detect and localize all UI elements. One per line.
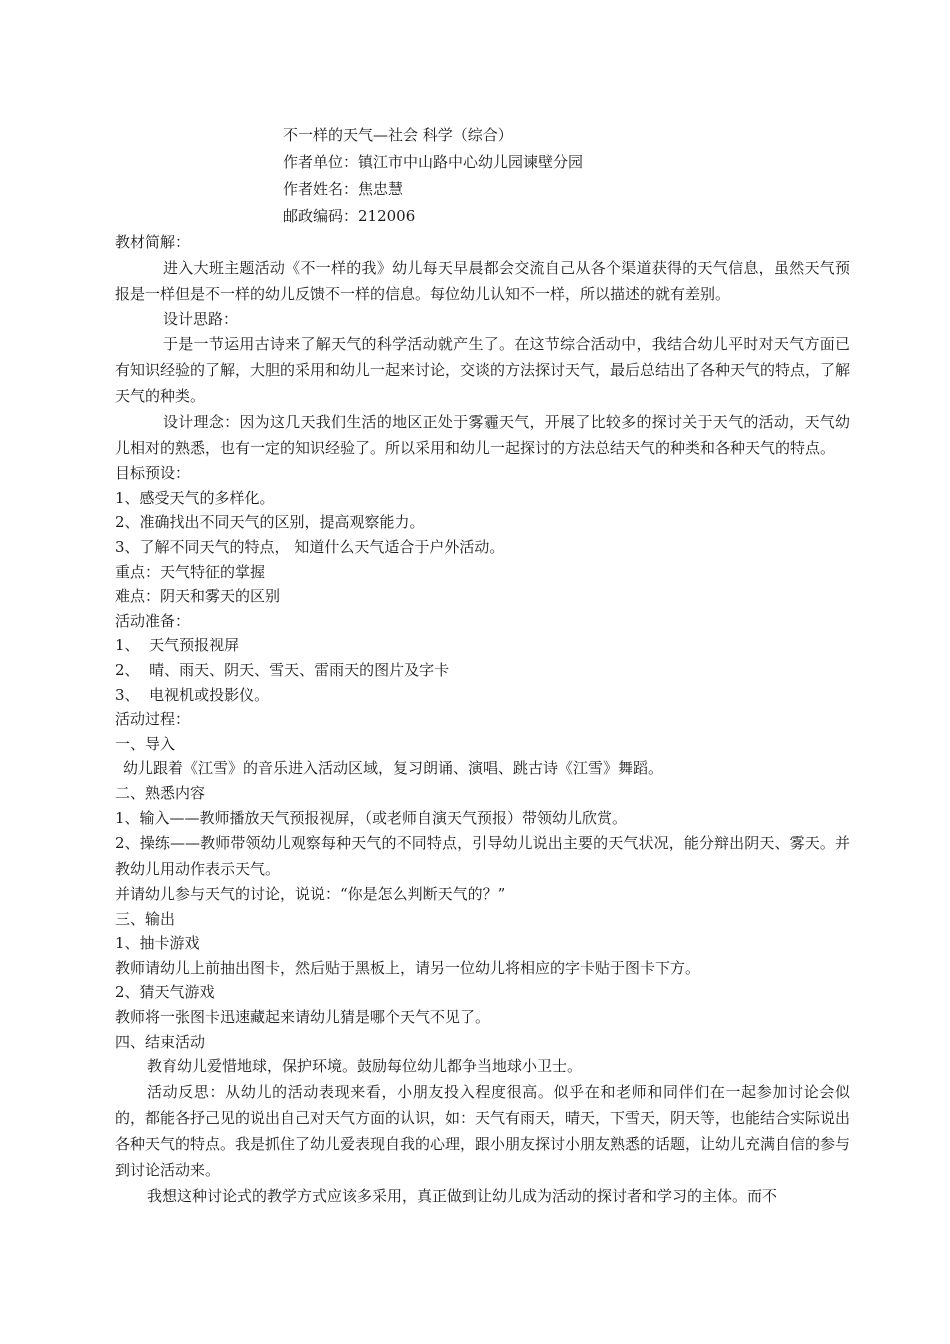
game-card-heading: 1、抽卡游戏 (115, 934, 200, 953)
concept-paragraph: 设计理念：因为这几天我们生活的地区正处于雾霾天气，开展了比较多的探讨关于天气的活动，天气幼儿相对的熟悉，也有一定的知识经验了。所以采用和幼儿一起探讨的方法总结天气的种类和各种天气的特点。 (115, 413, 850, 458)
key-point: 重点：天气特征的掌握 (115, 562, 266, 581)
familiar-item-discussion: 并请幼儿参与天气的讨论，说说：“你是怎么判断天气的？” (115, 885, 506, 904)
game-guess-heading: 2、猜天气游戏 (115, 983, 215, 1002)
document-page (115, 122, 850, 1209)
familiar-item-practice: 2、操练——教师带领幼儿观察每种天气的不同特点，引导幼儿说出主要的天气状况，能分辩出阴天、雾天。并教幼儿用动作表示天气。 (115, 834, 850, 879)
section-intro-text: 幼儿跟着《江雪》的音乐进入活动区域，复习朗诵、演唱、跳古诗《江雪》舞蹈。 (123, 759, 664, 778)
goals-heading: 目标预设： (115, 464, 191, 483)
process-heading: 活动过程： (115, 710, 191, 729)
intro-paragraph: 进入大班主题活动《不一样的我》幼儿每天早晨都会交流自己从各个渠道获得的天气信息，虽然天气预报是一样但是不一样的幼儿反馈不一样的信息。每位幼儿认知不一样，所以描述的就有差别。 (115, 258, 850, 303)
prep-item: 1、 天气预报视屏 (115, 636, 240, 655)
author-name: 作者姓名：焦忠慧 (283, 180, 404, 198)
design-heading: 设计思路： (163, 309, 239, 328)
section-end-text: 教育幼儿爱惜地球，保护环境。鼓励每位幼儿都争当地球小卫士。 (147, 1057, 583, 1076)
document-header (283, 122, 850, 230)
section-intro-heading: 一、导入 (115, 734, 176, 753)
author-unit: 作者单位：镇江市中山路中心幼儿园谏壁分园 (283, 153, 584, 171)
prep-heading: 活动准备： (115, 611, 191, 630)
prep-item: 2、 晴、雨天、阴天、雪天、雷雨天的图片及字卡 (115, 660, 450, 679)
difficulty-point: 难点：阴天和雾天的区别 (115, 587, 281, 606)
goal-item: 3、了解不同天气的特点， 知道什么天气适合于户外活动。 (115, 537, 505, 556)
postal-code: 邮政编码：212006 (283, 207, 416, 225)
section-output-heading: 三、输出 (115, 909, 176, 928)
prep-item: 3、 电视机或投影仪。 (115, 685, 270, 704)
section-familiar-heading: 二、熟悉内容 (115, 783, 206, 802)
game-guess-text: 教师将一张图卡迅速藏起来请幼儿猜是哪个天气不见了。 (115, 1008, 491, 1027)
section-end-heading: 四、结束活动 (115, 1032, 206, 1051)
reflection-paragraph: 活动反思：从幼儿的活动表现来看，小朋友投入程度很高。似乎在和老师和同伴们在一起参加讨论会似的，都能各抒己见的说出自己对天气方面的认识，如：天气有雨天，晴天，下雪天，阴天等，也能结合实际说出各种天气的特点。我是抓住了幼儿爱表现自我的心理，跟小朋友探讨小朋友熟悉的话题，让幼儿充满自信的参与到讨论活动来。 (115, 1082, 851, 1179)
game-card-text: 教师请幼儿上前抽出图卡，然后贴于黑板上，请另一位幼儿将相应的字卡贴于图卡下方。 (115, 958, 701, 977)
goal-item: 2、准确找出不同天气的区别，提高观察能力。 (115, 513, 425, 532)
closing-paragraph: 我想这种讨论式的教学方式应该多采用，真正做到让幼儿成为活动的探讨者和学习的主体。而不 (147, 1186, 778, 1205)
document-title: 不一样的天气—社会 科学（综合） (283, 126, 513, 144)
design-paragraph: 于是一节运用古诗来了解天气的科学活动就产生了。在这节综合活动中，我结合幼儿平时对天气方面已有知识经验的了解，大胆的采用和幼儿一起来讨论，交谈的方法探讨天气，最后总结出了各种天气的特点，了解天气的种类。 (115, 335, 851, 406)
goal-item: 1、感受天气的多样化。 (115, 488, 275, 507)
familiar-item-input: 1、输入——教师播放天气预报视屏，（或老师自演天气预报）带领幼儿欣赏。 (115, 808, 628, 827)
intro-heading: 教材简解： (115, 233, 191, 251)
